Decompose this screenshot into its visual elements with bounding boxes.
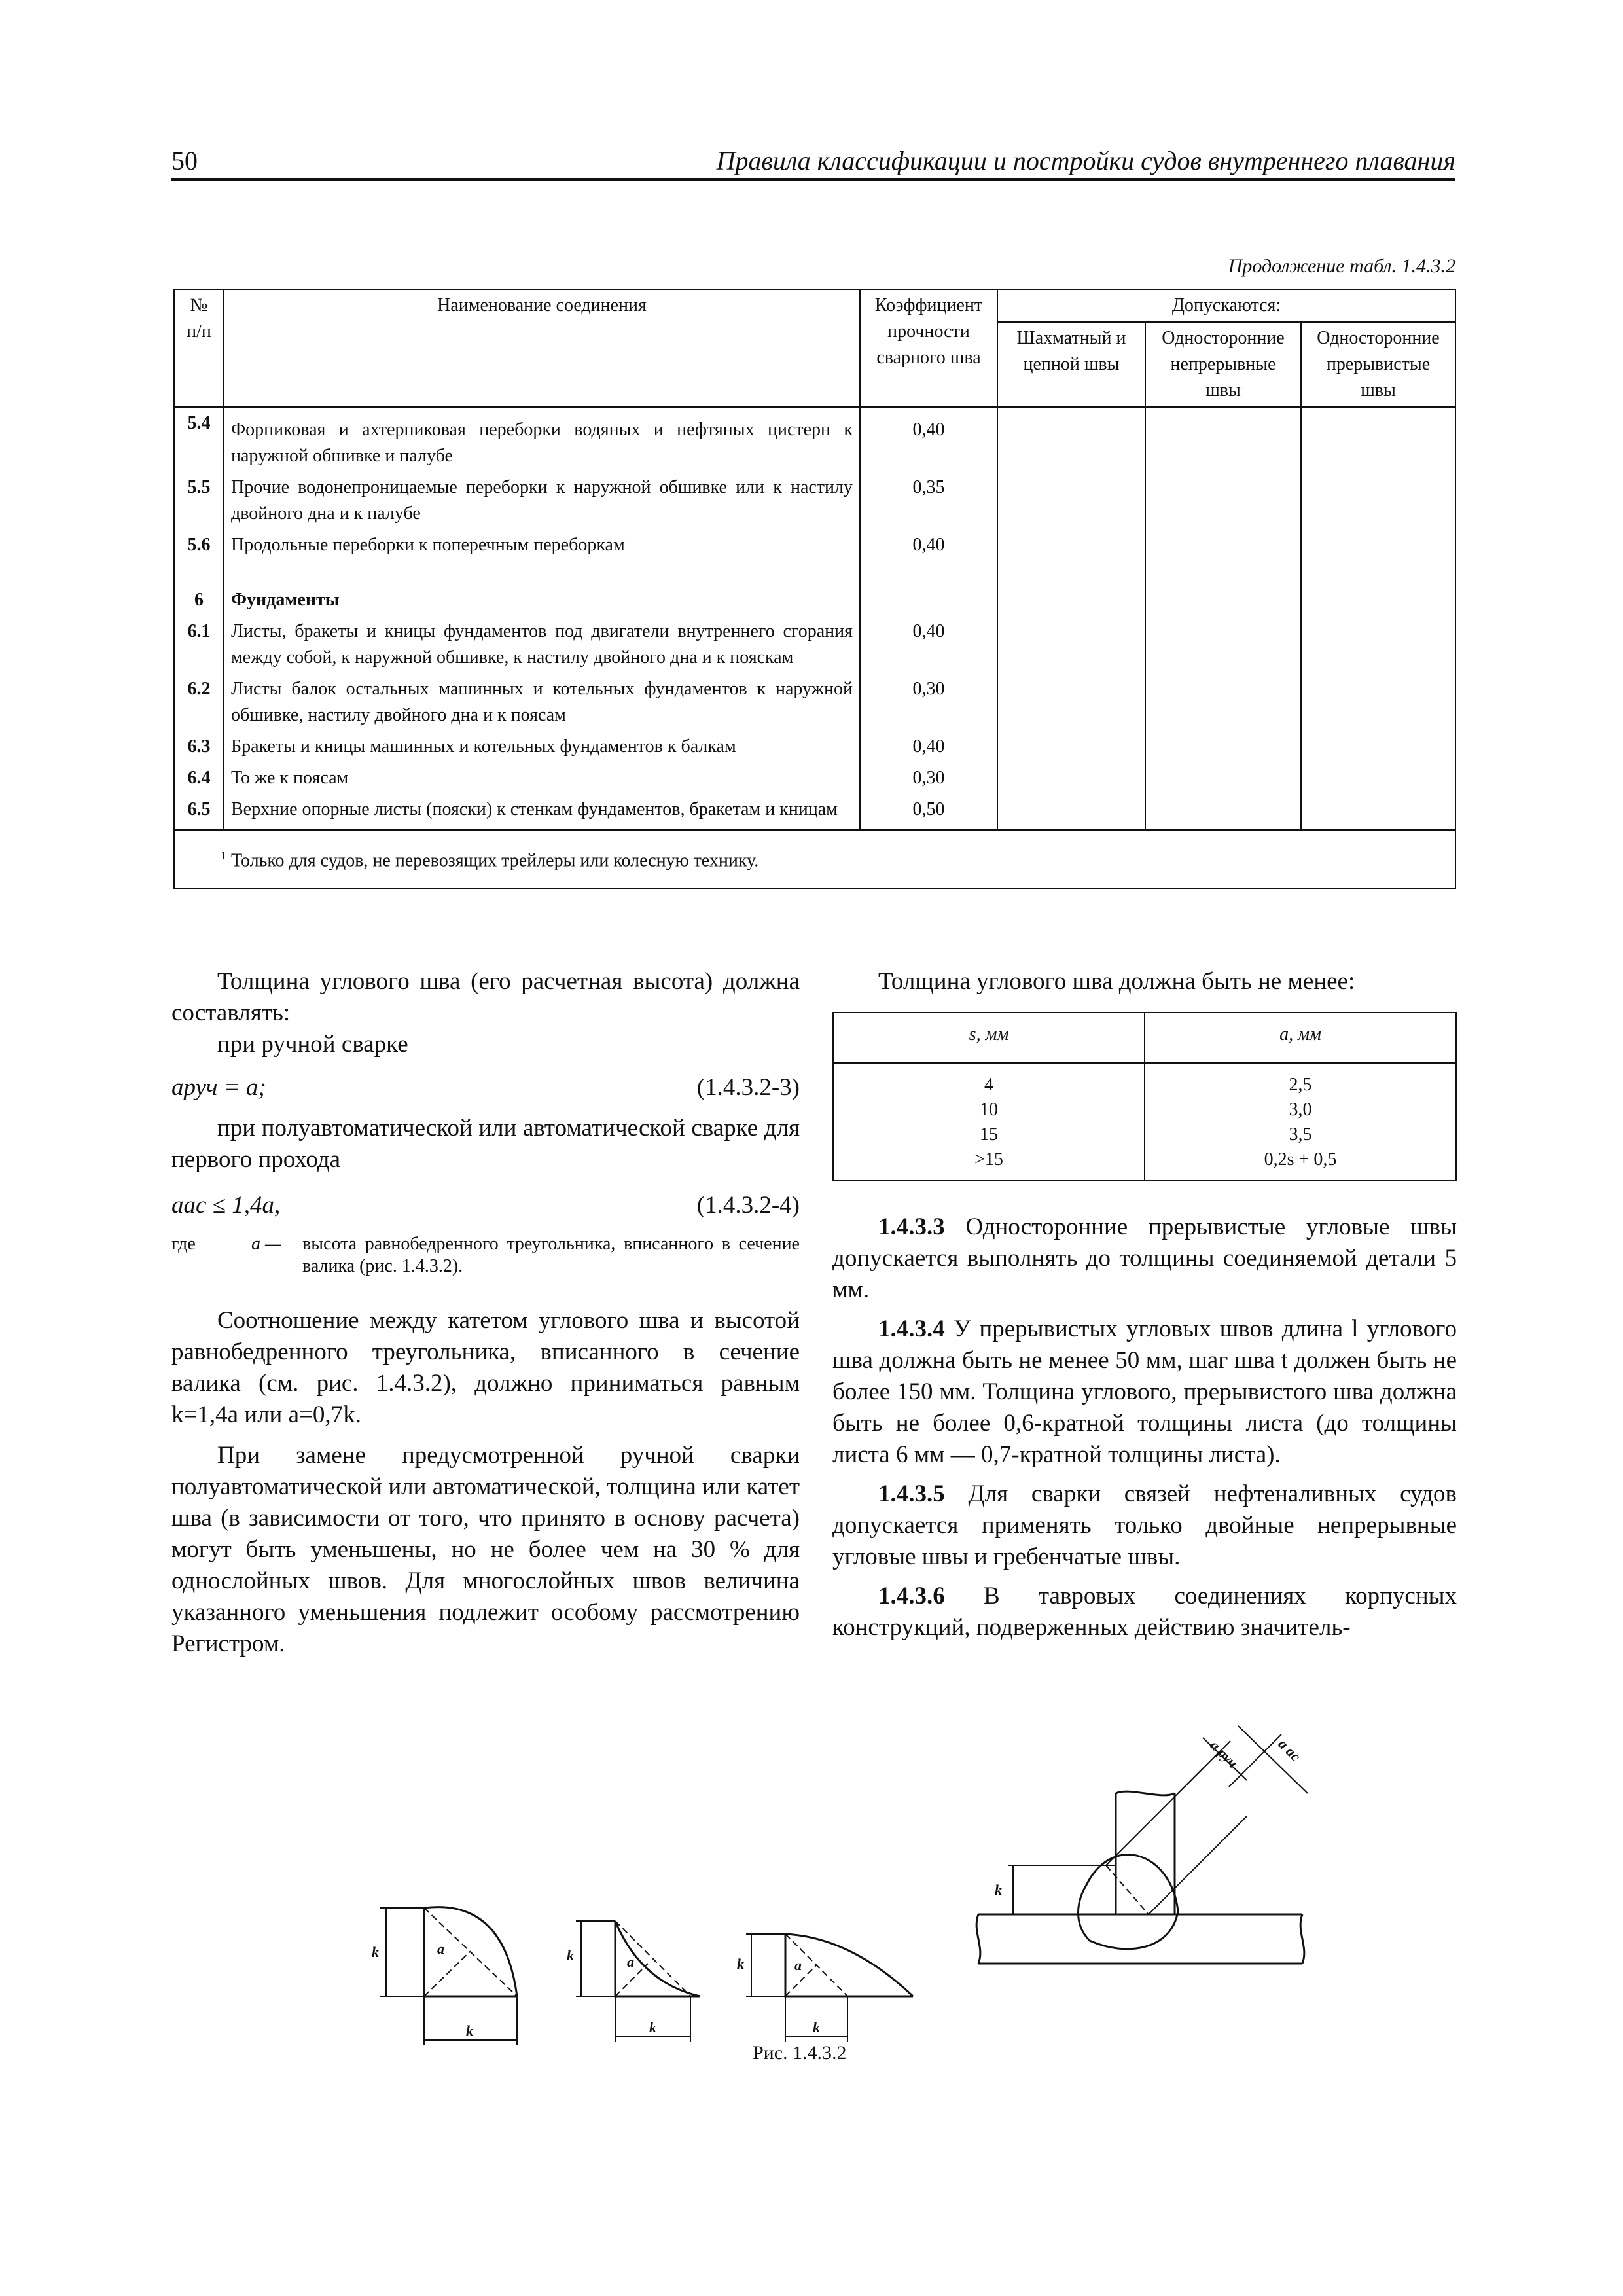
clause-number: 1.4.3.3 <box>878 1213 945 1240</box>
row-coef <box>860 561 997 616</box>
row-name: Бракеты и кницы машинных и котельных фундаментов к балкам <box>224 731 860 762</box>
table-row <box>174 731 1455 762</box>
weld-diagram-convex <box>380 1907 517 2045</box>
table-row <box>174 472 1455 529</box>
paragraph <box>832 1211 1457 1306</box>
clause-text: Односторонние прерывистые угловые швы допускается выполнять до толщины соединяемой детали 5 мм. <box>832 1213 1457 1303</box>
paragraph: Соотношение между катетом углового шва и высотой равнобедренного треугольника, вписанного в сечение валика (см. рис. 1.4.3.2), должно приниматься равным k=1,4a или a=0,7k. <box>171 1307 800 1428</box>
header-one-intermittent: Односторонние прерывистые швы <box>1301 322 1455 407</box>
formula-manual <box>171 1072 800 1103</box>
paragraph: Толщина углового шва (его расчетная высота) должна составлять: <box>171 968 800 1026</box>
header-name: Наименование соединения <box>224 289 860 407</box>
weld-diagram-concave <box>576 1921 700 2042</box>
header-allowed: Допускаются: <box>997 289 1455 322</box>
row-name: Продольные переборки к поперечным переборкам <box>224 529 860 561</box>
clause-number: 1.4.3.4 <box>878 1316 945 1342</box>
table-row <box>174 407 1455 472</box>
row-coef: 0,30 <box>860 762 997 794</box>
table-footnote <box>174 830 1455 889</box>
row-coef: 0,50 <box>860 794 997 830</box>
label-k: k <box>466 2022 473 2039</box>
formula-number: (1.4.3.2-3) <box>696 1074 800 1101</box>
formula-number: (1.4.3.2-4) <box>696 1192 800 1219</box>
row-coef: 0,40 <box>860 731 997 762</box>
label-k: k <box>567 1947 574 1964</box>
where-label: где <box>171 1234 196 1254</box>
running-title: Правила классификации и постройки судов внутреннего плавания <box>716 146 1455 175</box>
row-coef: 0,40 <box>860 616 997 673</box>
row-num: 6.4 <box>174 762 224 794</box>
paragraph: Толщина углового шва должна быть не менее: <box>878 968 1355 995</box>
clause-text: У прерывистых угловых швов длина l углового шва должна быть не менее 50 мм, шаг шва t должен быть не более 150 мм. Толщина углового, прерывистого шва должна быть не более 0,6-кратной толщины листа (до толщины листа 6 мм — 0,7-кратной толщины листа). <box>832 1316 1457 1468</box>
row-name: Прочие водонепроницаемые переборки к наружной обшивке или к настилу двойного дна и к палубе <box>224 472 860 529</box>
table-row <box>174 529 1455 561</box>
header-one-continuous: Односторонние непрерывные швы <box>1145 322 1301 407</box>
paragraph: при ручной сварке <box>217 1031 408 1058</box>
figure-labels <box>372 1736 1304 2039</box>
label-a-auto: a ас <box>1275 1735 1304 1765</box>
column-a-values: 2,5 3,0 3,5 0,2s + 0,5 <box>1145 1063 1456 1181</box>
header-a: a, мм <box>1145 1013 1456 1063</box>
label-a-manual: a руч <box>1207 1736 1241 1771</box>
label-k: k <box>372 1944 379 1960</box>
table-row <box>174 616 1455 673</box>
formula-expression: aруч = a; <box>171 1074 266 1101</box>
label-k: k <box>649 2019 656 2036</box>
clause-number: 1.4.3.6 <box>878 1583 945 1609</box>
footnote-text: Только для судов, не перевозящих трейлеры или колесную технику. <box>231 850 759 871</box>
header-s: s, мм <box>833 1013 1145 1063</box>
table-continuation-note: Продолжение табл. 1.4.3.2 <box>1228 255 1455 277</box>
header-num: № п/п <box>174 289 224 407</box>
paragraph: при полуавтоматической или автоматической сварке для первого прохода <box>171 1115 800 1173</box>
header-rule <box>171 178 1455 181</box>
row-num: 6.3 <box>174 731 224 762</box>
row-num: 6.5 <box>174 794 224 830</box>
table-row <box>174 794 1455 830</box>
clause-text: Для сварки связей нефтеналивных судов допускается применять только двойные непрерывные угловые швы и гребенчатые швы. <box>832 1480 1457 1570</box>
where-explanation <box>171 1233 800 1278</box>
row-name: Верхние опорные листы (пояски) к стенкам фундаментов, бракетам и кницам <box>224 794 860 830</box>
row-name: Листы, бракеты и кницы фундаментов под двигатели внутреннего сгорания между собой, к наружной обшивке, к настилу двойного дна и к пояскам <box>224 616 860 673</box>
paragraph: При замене предусмотренной ручной сварки полуавтоматической или автоматической, толщина или катет шва (в зависимости от того, что принято в основу расчета) могут быть уменьшены, но не более чем на 30 % для однослойных швов. Для многослойных швов величина указанного уменьшения подлежит особому рассмотрению Регистром. <box>171 1442 800 1657</box>
row-coef: 0,35 <box>860 472 997 529</box>
row-num: 5.6 <box>174 529 224 561</box>
paragraph <box>832 1581 1457 1643</box>
clause-number: 1.4.3.5 <box>878 1480 945 1507</box>
left-column <box>171 966 800 1660</box>
where-text: высота равнобедренного треугольника, вписанного в сечение валика (рис. 1.4.3.2). <box>302 1234 800 1276</box>
weld-coefficients-table <box>173 289 1456 889</box>
row-num: 6 <box>174 561 224 616</box>
table-row <box>174 673 1455 731</box>
row-coef: 0,30 <box>860 673 997 731</box>
label-a: a <box>794 1957 802 1973</box>
footnote-mark: 1 <box>221 849 226 862</box>
column-s-values: 4 10 15 >15 <box>833 1063 1145 1181</box>
row-num: 5.5 <box>174 472 224 529</box>
row-name: То же к поясам <box>224 762 860 794</box>
label-k: k <box>813 2019 820 2036</box>
header-coef: Коэффициент прочности сварного шва <box>860 289 997 407</box>
fillet-thickness-table <box>832 1012 1457 1181</box>
row-coef: 0,40 <box>860 407 997 472</box>
weld-diagram-flat <box>746 1934 913 2042</box>
label-a: a <box>627 1954 634 1970</box>
row-num: 6.2 <box>174 673 224 731</box>
table-row <box>174 762 1455 794</box>
page-number: 50 <box>171 146 198 175</box>
row-num: 6.1 <box>174 616 224 673</box>
label-k: k <box>995 1882 1002 1898</box>
table-row <box>174 561 1455 616</box>
row-num: 5.4 <box>174 407 224 472</box>
section-title: Фундаменты <box>224 561 860 616</box>
formula-auto <box>171 1190 800 1221</box>
figure-caption: Рис. 1.4.3.2 <box>753 2042 847 2064</box>
right-column <box>832 966 1457 1643</box>
paragraph <box>832 1479 1457 1573</box>
label-a: a <box>437 1941 444 1957</box>
clause-text: В тавровых соединениях корпусных конструкций, подверженных действию значитель- <box>832 1583 1457 1641</box>
row-name: Форпиковая и ахтерпиковая переборки водяных и нефтяных цистерн к наружной обшивке и палубе <box>224 407 860 472</box>
row-name: Листы балок остальных машинных и котельных фундаментов к наружной обшивке, настилу двойного дна и к поясам <box>224 673 860 731</box>
header-chain: Шахматный и цепной швы <box>997 322 1145 407</box>
paragraph <box>832 1314 1457 1471</box>
formula-expression: aас ≤ 1,4a, <box>171 1192 281 1219</box>
where-variable: a — <box>251 1234 281 1254</box>
row-coef: 0,40 <box>860 529 997 561</box>
weld-diagram-tjoint <box>976 1726 1308 1964</box>
label-k: k <box>737 1956 744 1972</box>
